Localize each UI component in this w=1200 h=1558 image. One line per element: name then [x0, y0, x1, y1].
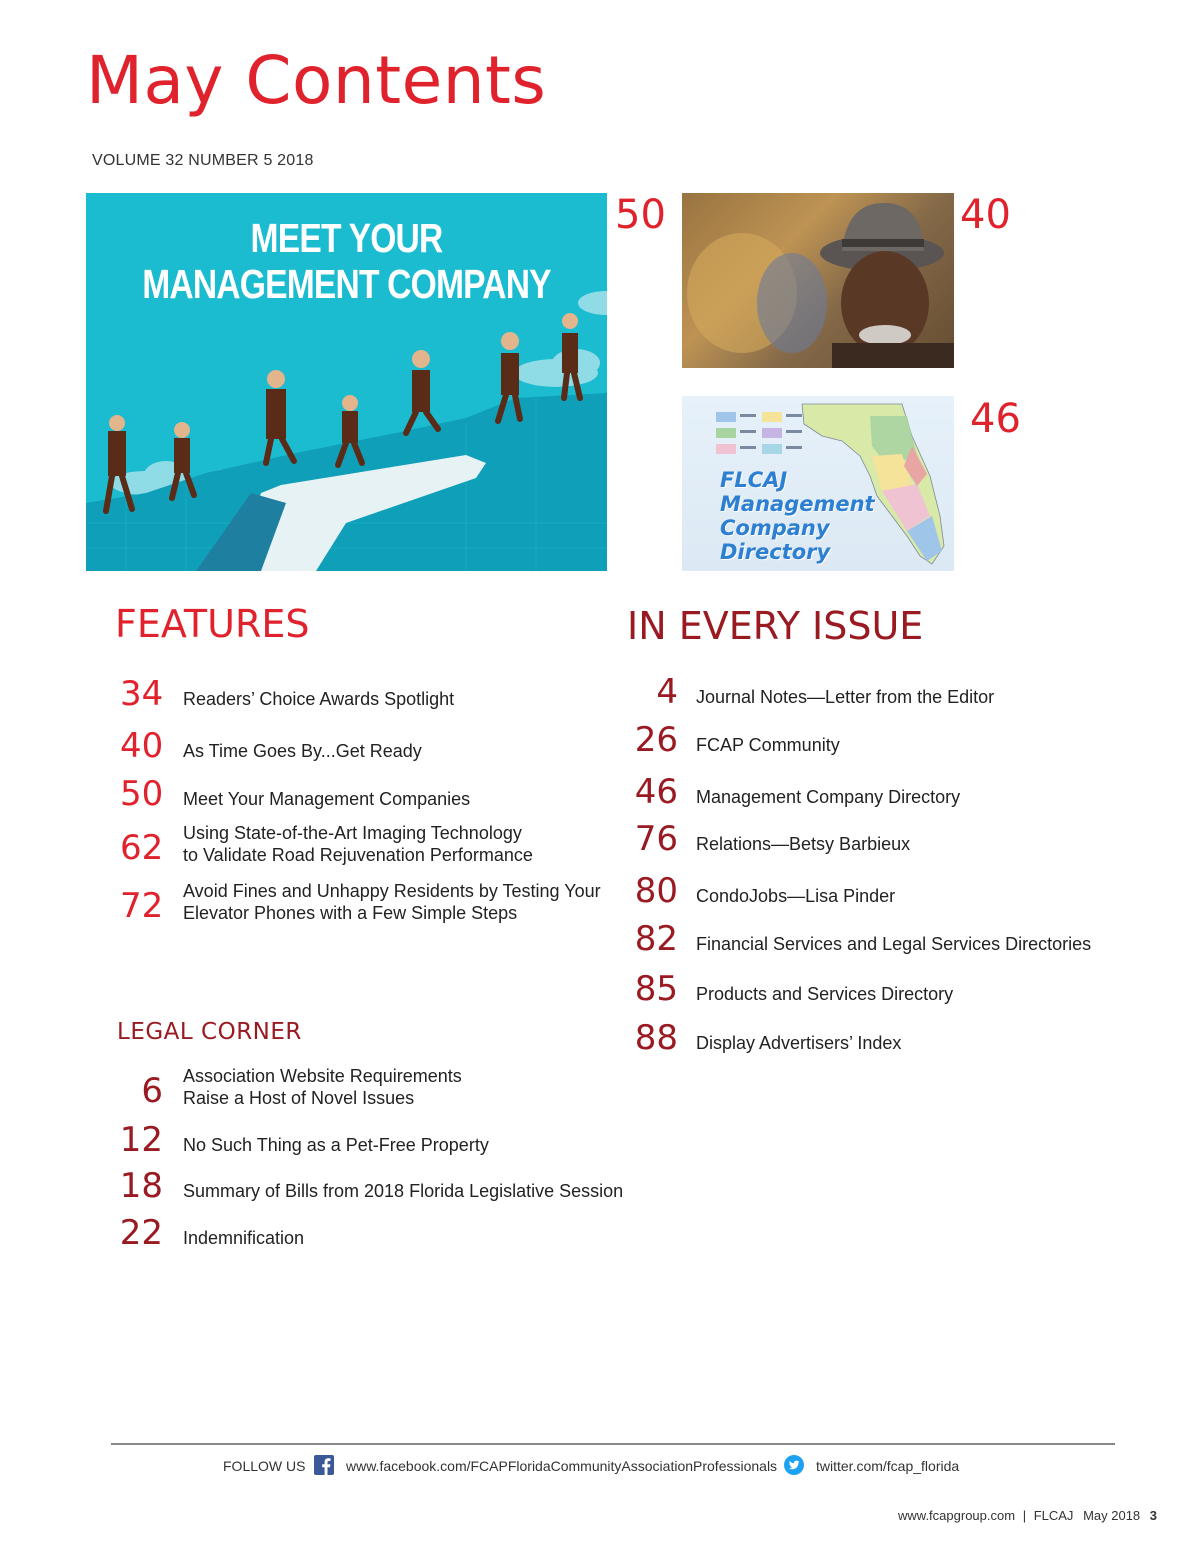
legal-page-number: 22	[119, 1213, 163, 1253]
issue-page-number: 85	[634, 969, 678, 1009]
issue-item-title: Management Company Directory	[696, 787, 961, 807]
florida-map-directory-image[interactable]	[682, 396, 954, 571]
legal-item-title-line1: Association Website Requirements	[183, 1066, 462, 1086]
issue-item-title: Journal Notes—Letter from the Editor	[696, 687, 995, 707]
hero-image-meet-management[interactable]	[86, 193, 607, 571]
issue-item-title: Relations—Betsy Barbieux	[696, 834, 911, 854]
volume-line: VOLUME 32 NUMBER 5 2018	[92, 152, 314, 169]
hero-headline-line1: MEET YOUR	[250, 215, 443, 261]
facebook-icon[interactable]	[314, 1455, 334, 1480]
elderly-man-photo[interactable]	[682, 193, 954, 368]
legal-page-number: 6	[141, 1071, 163, 1111]
legal-page-number: 12	[119, 1120, 163, 1160]
footer-site: www.fcapgroup.com	[898, 1508, 1016, 1523]
legal-corner-heading: LEGAL CORNER	[117, 1019, 302, 1045]
issue-item-title: FCAP Community	[696, 735, 840, 755]
features-page-number: 40	[120, 726, 164, 766]
issue-page-number: 46	[634, 772, 678, 812]
footer-divider	[111, 1443, 1115, 1445]
issue-item-title: Display Advertisers’ Index	[696, 1033, 902, 1053]
map-page-ref: 46	[970, 396, 1021, 442]
features-page-number: 34	[120, 674, 164, 714]
map-title	[720, 468, 875, 564]
features-item-title-line1: Avoid Fines and Unhappy Residents by Testing Your	[183, 881, 601, 901]
features-item-title: Meet Your Management Companies	[183, 789, 471, 809]
footer-issue: May 2018	[1083, 1508, 1141, 1523]
legal-page-number: 18	[119, 1166, 163, 1206]
page-footer	[898, 1508, 1157, 1523]
legal-item-title: No Such Thing as a Pet-Free Property	[183, 1135, 489, 1155]
issue-item-title: Financial Services and Legal Services Directories	[696, 934, 1092, 954]
photo-illustration	[682, 193, 954, 368]
issue-page-number: 88	[634, 1018, 678, 1058]
legal-item-title-line2: Raise a Host of Novel Issues	[183, 1088, 415, 1108]
issue-page-number: 26	[634, 720, 678, 760]
features-item-title-line1: Using State-of-the-Art Imaging Technology	[183, 823, 522, 843]
features-heading: FEATURES	[115, 602, 310, 646]
footer-publication: FLCAJ	[1033, 1508, 1074, 1523]
issue-item-title: Products and Services Directory	[696, 984, 954, 1004]
footer-separator: |	[1022, 1508, 1027, 1523]
map-title-line3: Company	[720, 516, 830, 540]
legal-item-title: Indemnification	[183, 1228, 305, 1248]
features-item-title-line2: to Validate Road Rejuvenation Performance	[183, 845, 533, 865]
map-title-line1: FLCAJ	[720, 468, 788, 492]
features-page-number: 62	[120, 828, 164, 868]
twitter-link[interactable]: twitter.com/fcap_florida	[816, 1458, 960, 1474]
map-title-line2: Management	[720, 492, 875, 516]
footer-page-number: 3	[1149, 1508, 1158, 1523]
facebook-link[interactable]: www.facebook.com/FCAPFloridaCommunityAssociationProfessionals	[346, 1458, 778, 1474]
issue-page-number: 82	[634, 919, 678, 959]
features-page-number: 72	[120, 886, 164, 926]
hero-headline-line2: MANAGEMENT COMPANY	[142, 261, 551, 307]
issue-page-number: 80	[634, 871, 678, 911]
map-title-line4: Directory	[720, 540, 831, 564]
hero-headline	[133, 215, 560, 307]
legal-item-title: Summary of Bills from 2018 Florida Legislative Session	[183, 1181, 624, 1201]
follow-us-label: FOLLOW US	[223, 1458, 306, 1474]
issue-page-number: 76	[634, 819, 678, 859]
page-title: May Contents	[86, 42, 547, 119]
features-item-title-line2: Elevator Phones with a Few Simple Steps	[183, 903, 518, 923]
features-item-title: As Time Goes By...Get Ready	[183, 741, 422, 761]
photo-page-ref: 40	[960, 192, 1011, 238]
features-item-title: Readers’ Choice Awards Spotlight	[183, 689, 455, 709]
issue-page-number: 4	[656, 672, 678, 712]
issue-item-title: CondoJobs—Lisa Pinder	[696, 886, 896, 906]
features-page-number: 50	[120, 774, 164, 814]
every-issue-heading: IN EVERY ISSUE	[627, 604, 924, 648]
hero-page-ref: 50	[615, 192, 666, 238]
twitter-icon[interactable]	[784, 1455, 804, 1480]
